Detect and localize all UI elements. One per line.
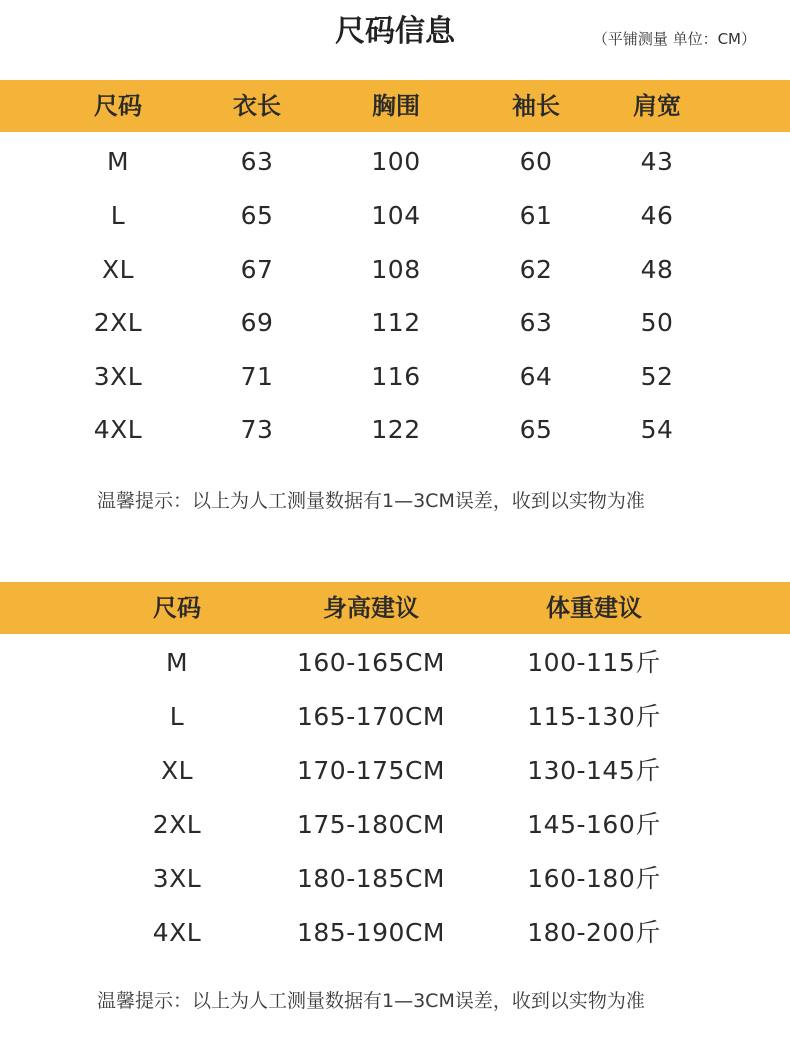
size-cell: L — [110, 201, 126, 230]
table-row — [0, 852, 790, 906]
header-shoulder: 肩宽 — [633, 92, 681, 120]
header-length: 衣长 — [233, 92, 281, 120]
header-size: 尺码 — [153, 594, 201, 622]
table-row — [0, 690, 790, 744]
table-row — [0, 296, 790, 350]
shoulder-cell: 46 — [640, 201, 674, 230]
measurement-tip: 温馨提示：以上为人工测量数据有1—3CM误差，收到以实物为准 — [97, 490, 645, 512]
weight-cell: 145-160斤 — [527, 810, 661, 839]
page-title: 尺码信息 — [335, 14, 455, 49]
size-cell: M — [165, 648, 189, 677]
length-cell: 69 — [240, 308, 274, 337]
header-chest: 胸围 — [372, 92, 420, 120]
measurement-tip: 温馨提示：以上为人工测量数据有1—3CM误差，收到以实物为准 — [97, 990, 645, 1012]
shoulder-cell: 43 — [640, 147, 674, 176]
table-row — [0, 636, 790, 690]
weight-cell: 160-180斤 — [527, 864, 661, 893]
recommend-table-header — [0, 582, 790, 634]
shoulder-cell: 50 — [640, 308, 674, 337]
size-cell: XL — [160, 756, 194, 785]
header-size: 尺码 — [94, 92, 142, 120]
size-cell: 3XL — [152, 864, 202, 893]
sleeve-cell: 61 — [519, 201, 553, 230]
size-table-header — [0, 80, 790, 132]
weight-cell: 115-130斤 — [527, 702, 661, 731]
sleeve-cell: 62 — [519, 255, 553, 284]
shoulder-cell: 48 — [640, 255, 674, 284]
table-row — [0, 906, 790, 960]
table-row — [0, 243, 790, 297]
sleeve-cell: 65 — [519, 415, 553, 444]
size-cell: 4XL — [152, 918, 202, 947]
table-row — [0, 744, 790, 798]
size-cell: 2XL — [93, 308, 143, 337]
length-cell: 65 — [240, 201, 274, 230]
weight-cell: 130-145斤 — [527, 756, 661, 785]
sleeve-cell: 64 — [519, 362, 553, 391]
chest-cell: 116 — [371, 362, 421, 391]
chest-cell: 100 — [371, 147, 421, 176]
header-weight: 体重建议 — [546, 594, 642, 622]
size-cell: XL — [101, 255, 135, 284]
length-cell: 67 — [240, 255, 274, 284]
length-cell: 63 — [240, 147, 274, 176]
height-cell: 165-170CM — [297, 702, 445, 731]
chest-cell: 108 — [371, 255, 421, 284]
sleeve-cell: 63 — [519, 308, 553, 337]
size-cell: L — [169, 702, 185, 731]
sleeve-cell: 60 — [519, 147, 553, 176]
size-cell: M — [106, 147, 130, 176]
weight-cell: 100-115斤 — [527, 648, 661, 677]
height-cell: 170-175CM — [297, 756, 445, 785]
height-cell: 185-190CM — [297, 918, 445, 947]
length-cell: 71 — [240, 362, 274, 391]
table-row — [0, 189, 790, 243]
table-row — [0, 350, 790, 404]
height-cell: 160-165CM — [297, 648, 445, 677]
unit-note: （平铺测量 单位：CM） — [592, 30, 756, 48]
height-cell: 175-180CM — [297, 810, 445, 839]
shoulder-cell: 52 — [640, 362, 674, 391]
header-sleeve: 袖长 — [512, 92, 560, 120]
chest-cell: 104 — [371, 201, 421, 230]
table-row — [0, 798, 790, 852]
size-cell: 4XL — [93, 415, 143, 444]
size-cell: 3XL — [93, 362, 143, 391]
chest-cell: 122 — [371, 415, 421, 444]
height-cell: 180-185CM — [297, 864, 445, 893]
weight-cell: 180-200斤 — [527, 918, 661, 947]
shoulder-cell: 54 — [640, 415, 674, 444]
table-row — [0, 403, 790, 457]
length-cell: 73 — [240, 415, 274, 444]
chest-cell: 112 — [371, 308, 421, 337]
header-height: 身高建议 — [323, 594, 419, 622]
size-cell: 2XL — [152, 810, 202, 839]
table-row — [0, 135, 790, 189]
